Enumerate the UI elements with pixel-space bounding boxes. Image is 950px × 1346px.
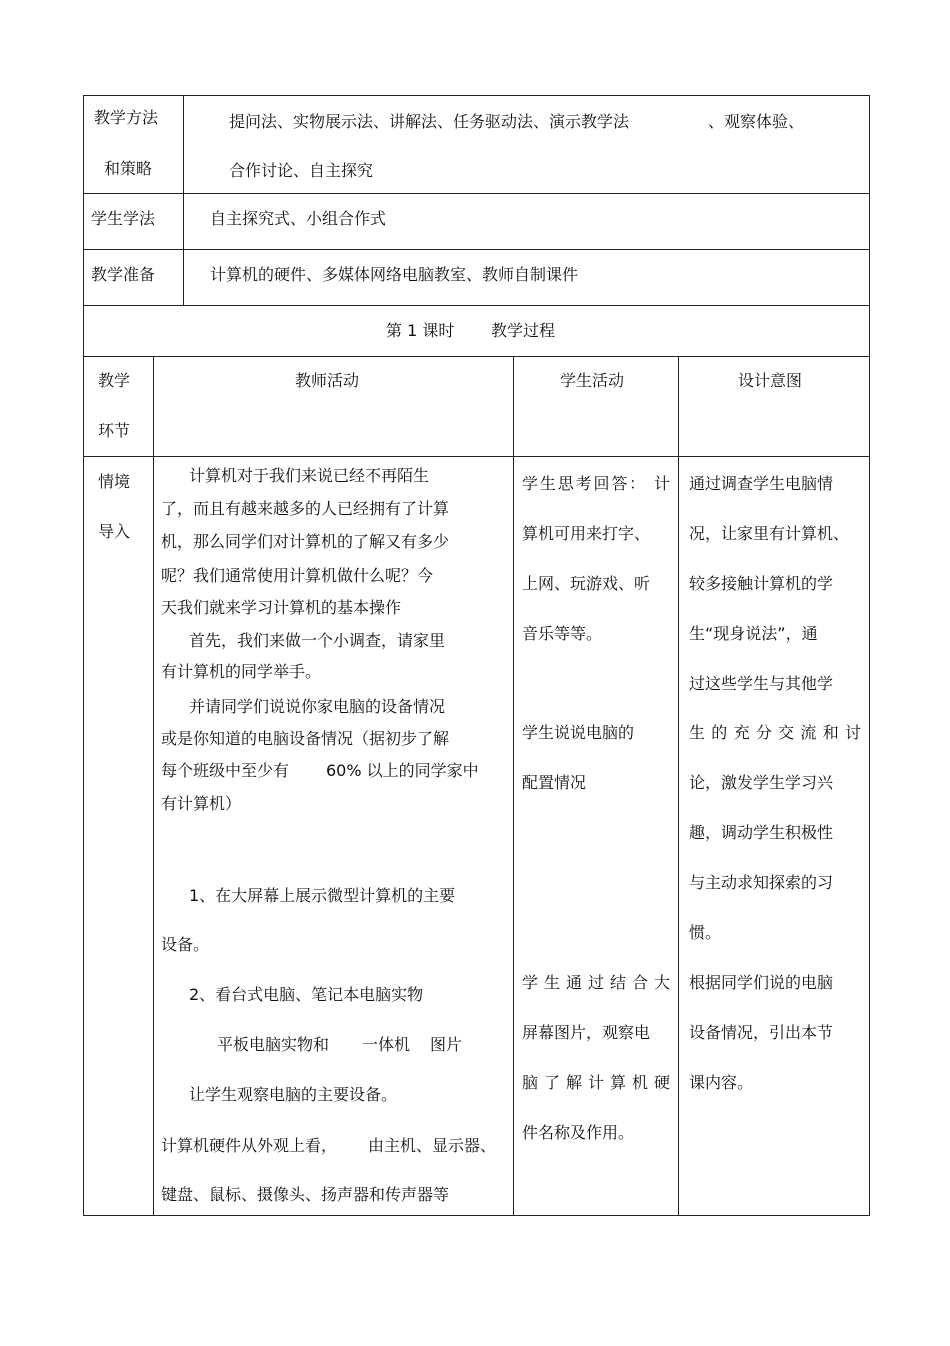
teacher-line: 60% 以上的同学家中 xyxy=(326,761,479,780)
prep-text: 计算机的硬件、多媒体网络电脑教室、教师自制课件 xyxy=(210,265,579,284)
teacher-line: 有计算机） xyxy=(161,794,242,813)
intent-line: 论，激发学生学习兴 xyxy=(689,773,834,792)
student-line: 算机可用来打字、 xyxy=(522,524,651,543)
teacher-line: 键盘、鼠标、摄像头、扬声器和传声器等 xyxy=(161,1185,450,1204)
student-line: 屏幕图片，观察电 xyxy=(522,1023,651,1042)
teacher-line: 有计算机的同学举手。 xyxy=(161,662,322,681)
column-divider xyxy=(153,356,154,1216)
teacher-line: 计算机硬件从外观上看， xyxy=(161,1136,338,1155)
teacher-line: 一体机 xyxy=(362,1035,411,1054)
row-divider xyxy=(83,456,870,457)
intent-line: 较多接触计算机的学 xyxy=(689,574,834,593)
student-line: 配置情况 xyxy=(522,773,587,792)
header-stage: 教学 xyxy=(98,371,131,390)
section-title: 教学过程 xyxy=(491,321,556,340)
student-line: 学生说说电脑的 xyxy=(522,723,635,742)
study-label: 学生学法 xyxy=(91,209,156,228)
header-stage: 环节 xyxy=(98,421,131,440)
method-text: 提问法、实物展示法、讲解法、任务驱动法、演示教学法 xyxy=(229,112,630,131)
student-line: 上网、玩游戏、听 xyxy=(522,574,651,593)
teacher-line: 每个班级中至少有 xyxy=(161,761,290,780)
student-line: 脑 了 解 计 算 机 硬 xyxy=(522,1073,670,1092)
study-text: 自主探究式、小组合作式 xyxy=(210,209,387,228)
intent-line: 惯。 xyxy=(689,923,722,942)
intent-line: 通过调查学生电脑情 xyxy=(689,474,834,493)
header-intent: 设计意图 xyxy=(738,371,803,390)
intent-line: 生 的 充 分 交 流 和 讨 xyxy=(689,723,861,742)
teacher-line: 由主机、显示器、 xyxy=(368,1136,497,1155)
section-title: 第 1 课时 xyxy=(386,321,455,340)
teacher-line: 平板电脑实物和 xyxy=(217,1035,330,1054)
teacher-line: 设备。 xyxy=(161,935,210,954)
intent-line: 况，让家里有计算机、 xyxy=(689,524,850,543)
student-line: 学 生 通 过 结 合 大 xyxy=(522,973,670,992)
teacher-line: 呢？我们通常使用计算机做什么呢？今 xyxy=(161,566,434,585)
stage-label: 导入 xyxy=(98,522,131,541)
intent-line: 根据同学们说的电脑 xyxy=(689,973,834,992)
row-divider xyxy=(83,249,870,250)
method-text: 合作讨论、自主探究 xyxy=(229,161,374,180)
method-text: 、观察体验、 xyxy=(708,112,805,131)
intent-line: 与主动求知探索的习 xyxy=(689,873,834,892)
teacher-line: 天我们就来学习计算机的基本操作 xyxy=(161,598,402,617)
prep-label: 教学准备 xyxy=(91,265,156,284)
intent-line: 课内容。 xyxy=(689,1073,754,1092)
header-teacher: 教师活动 xyxy=(295,371,360,390)
column-divider xyxy=(513,356,514,1216)
intent-line: 生“现身说法”，通 xyxy=(689,624,818,643)
table-border-bottom xyxy=(83,1215,870,1216)
table-border-top xyxy=(83,95,870,96)
row-divider xyxy=(83,305,870,306)
intent-line: 趣，调动学生积极性 xyxy=(689,823,834,842)
row-divider xyxy=(83,356,870,357)
teacher-line: 机，那么同学们对计算机的了解又有多少 xyxy=(161,532,450,551)
teacher-line: 计算机对于我们来说已经不再陌生 xyxy=(189,466,430,485)
student-line: 件名称及作用。 xyxy=(522,1123,635,1142)
student-line: 学生思考回答： 计 xyxy=(522,474,670,493)
intent-line: 过这些学生与其他学 xyxy=(689,674,834,693)
column-divider xyxy=(678,356,679,1216)
teacher-line: 1、在大屏幕上展示微型计算机的主要 xyxy=(189,886,456,905)
teacher-line: 或是你知道的电脑设备情况（据初步了解 xyxy=(161,729,450,748)
table-border-left xyxy=(83,95,84,1216)
method-label: 和策略 xyxy=(104,159,153,178)
teacher-line: 让学生观察电脑的主要设备。 xyxy=(189,1085,398,1104)
teacher-line: 首先，我们来做一个小调查，请家里 xyxy=(189,631,446,650)
method-label: 教学方法 xyxy=(94,108,159,127)
intent-line: 设备情况，引出本节 xyxy=(689,1023,834,1042)
stage-label: 情境 xyxy=(98,472,131,491)
teacher-line: 了，而且有越来越多的人已经拥有了计算 xyxy=(161,499,450,518)
student-line: 音乐等等。 xyxy=(522,624,603,643)
teacher-line: 2、看台式电脑、笔记本电脑实物 xyxy=(189,985,424,1004)
teacher-line: 并请同学们说说你家电脑的设备情况 xyxy=(189,697,446,716)
table-border-right xyxy=(869,95,870,1216)
row-divider xyxy=(83,193,870,194)
column-divider xyxy=(183,95,184,306)
teacher-line: 图片 xyxy=(430,1035,463,1054)
header-student: 学生活动 xyxy=(560,371,625,390)
